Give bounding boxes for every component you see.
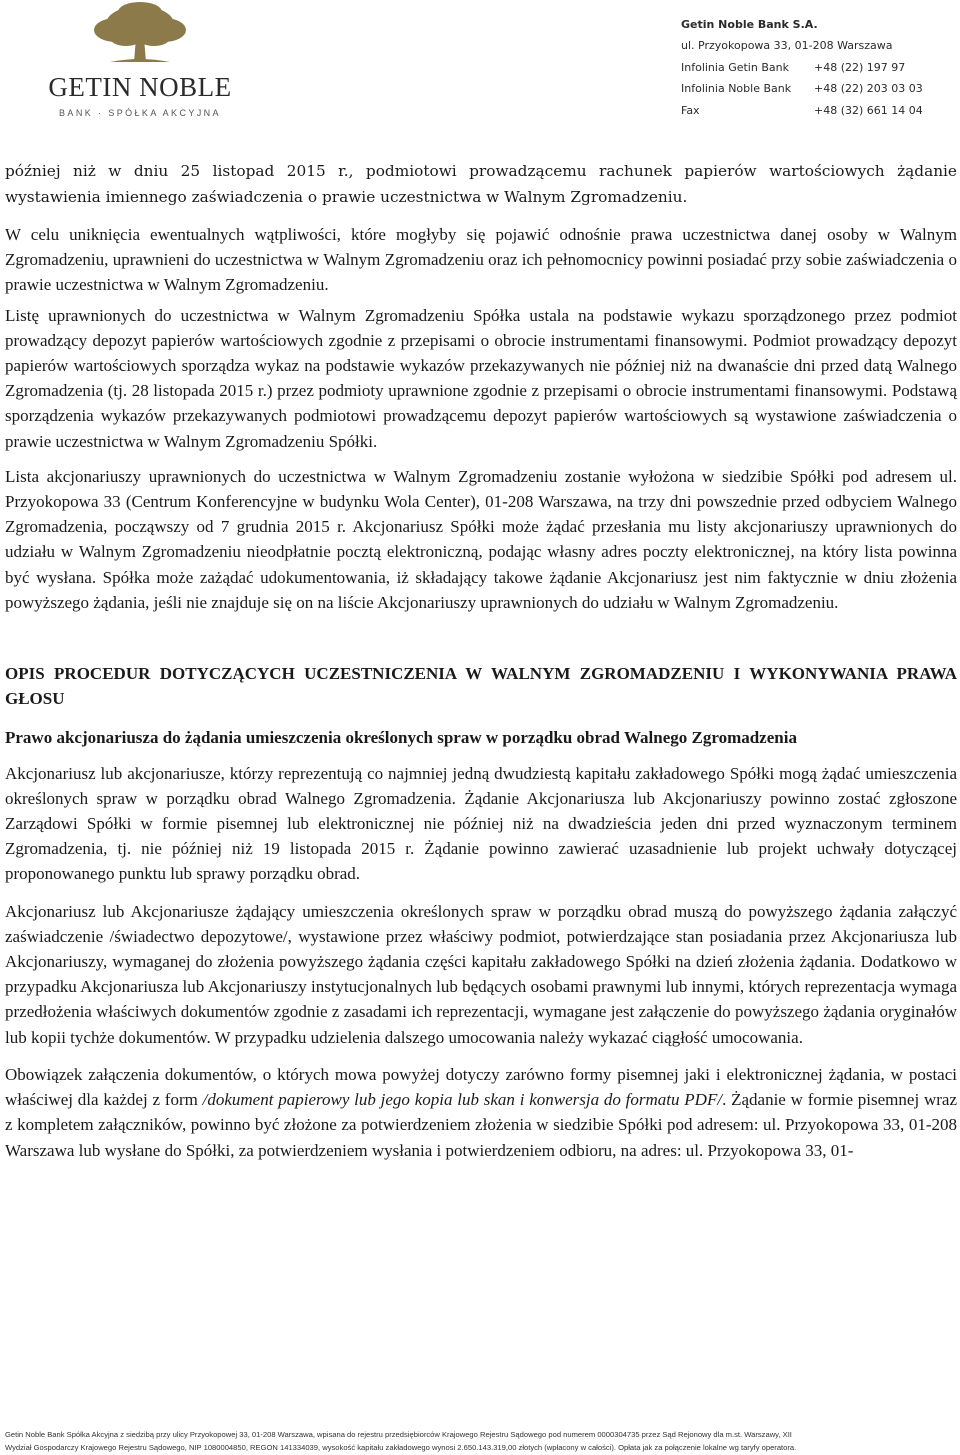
logo-wordmark: GETIN NOBLE bbox=[48, 72, 232, 102]
paragraph: Lista akcjonariuszy uprawnionych do uczestnictwa w Walnym Zgromadzeniu zostanie wyłożona w siedzibie Spółki pod adresem ul. Przyokopowa 33 (Centrum Konferencyjne w budynku Wola Center), 01-208 Warszawa, na trzy dni powszednie przed odbyciem Walnego Zgromadzenia, począwszy od 7 grudnia 2015 r. Akcjonariusz Spółki może żądać przesłania mu listy akcjonariuszy uprawnionych do udziału w Walnym Zgromadzeniu nieodpłatnie pocztą elektroniczną, podając własny adres poczty elektronicznej, na który lista powinna być wysłana. Spółka może zażądać udokumentowania, iż składający takowe żądanie Akcjonariusz jest nim faktycznie w dniu złożenia powyższego żądania, jeśli nie znajduje się on na liście Akcjonariuszy uprawnionych do udziału w Walnym Zgromadzeniu. bbox=[5, 466, 957, 612]
contact-row bbox=[681, 100, 931, 122]
tree-icon bbox=[30, 0, 245, 75]
footer-line: Getin Noble Bank Spółka Akcyjna z siedzibą przy ulicy Przyokopowej 33, 01-208 Warszawa, wpisana do rejestru przedsiębiorców Krajowego Rejestru Sądowego pod numerem 0000304735 przez Sąd Rejonowy dla m.st. Warszawy, XII bbox=[5, 1430, 792, 1439]
section-heading: OPIS PROCEDUR DOTYCZĄCYCH UCZESTNICZENIA W WALNYM ZGROMADZENIU I WYKONYWANIA PRAWA GŁOSU bbox=[5, 664, 957, 709]
paragraph: W celu uniknięcia ewentualnych wątpliwości, które mogłyby się pojawić odnośnie prawa uczestnictwa danej osoby w Walnym Zgromadzeniu, uprawnieni do uczestnictwa w Walnym Zgromadzeniu oraz ich pełnomocnicy powinni posiadać przy sobie zaświadczenia o prawie uczestnictwa w Walnym Zgromadzeniu. bbox=[5, 225, 957, 295]
paragraph-italic: /dokument papierowy lub jego kopia lub skan i konwersja do formatu PDF/ bbox=[202, 1090, 723, 1110]
bank-name: Getin Noble Bank S.A. bbox=[681, 18, 818, 31]
paragraph bbox=[5, 1062, 957, 1163]
paragraph-lead: później niż w dniu 25 listopad 2015 r., podmiotowi prowadzącemu rachunek papierów wartościowych żądanie wystawienia imiennego zaświadczenia o prawie uczestnictwa w Walnym Zgromadzeniu. bbox=[5, 162, 957, 206]
contact-phone[interactable]: +48 (22) 203 03 03 bbox=[814, 82, 923, 95]
contact-address bbox=[681, 35, 931, 57]
logo-subtitle: BANK · SPÓŁKA AKCYJNA bbox=[59, 108, 221, 118]
subsection-heading: Prawo akcjonariusza do żądania umieszczenia określonych spraw w porządku obrad Walnego Zgromadzenia bbox=[5, 728, 797, 748]
page-footer bbox=[5, 1428, 960, 1454]
paragraph: Akcjonariusz lub akcjonariusze, którzy reprezentują co najmniej jedną dwudziestą kapitału zakładowego Spółki mogą żądać umieszczenia określonych spraw w porządku obrad Walnego Zgromadzenia. Żądanie Akcjonariusza lub Akcjonariuszy powinno zostać zgłoszone Zarządowi Spółki w formie pisemnej lub elektronicznej nie później niż na dwadzieścia jeden dni przed wyznaczonym terminem Zgromadzenia, tj. nie później niż 19 listopada 2015 r. Żądanie powinno zawierać uzasadnienie lub projekt uchwały dotyczącej proponowanego punktu lub sprawy porządku obrad. bbox=[5, 763, 957, 884]
contact-phone[interactable]: +48 (22) 197 97 bbox=[814, 60, 906, 74]
paragraph: Listę uprawnionych do uczestnictwa w Walnym Zgromadzeniu Spółka ustala na podstawie wykazu sporządzonego przez podmiot prowadzący depozyt papierów wartościowych zgodnie z przepisami o obrocie instrumentami finansowymi. Podmiot prowadzący depozyt papierów wartościowych sporządza wykaz na podstawie wykazów przekazywanych nie później niż na dwanaście dni przed datą Walnego Zgromadzenia (tj. 28 listopada 2015 r.) przez podmioty uprawnione zgodnie z przepisami o obrocie instrumentami finansowymi. Podstawą sporządzenia wykazów przekazywanych podmiotowi prowadzącemu depozyt papierów wartościowych są wystawione zaświadczenia o prawie uczestnictwa w Walnym Zgromadzeniu Spółki. bbox=[5, 305, 957, 451]
contact-row bbox=[681, 78, 931, 100]
paragraph: Akcjonariusz lub Akcjonariusze żądający umieszczenia określonych spraw w porządku obrad muszą do powyższego żądania załączyć zaświadczenie /świadectwo depozytowe/, wystawione przez właściwy podmiot, potwierdzające stan posiadania przez Akcjonariusza lub Akcjonariuszy, wymaganej do złożenia powyższego żądania części kapitału zakładowego Spółki na dzień złożenia żądania. Dodatkowo w przypadku Akcjonariusza lub Akcjonariuszy instytucjonalnych lub będących osobami prawnymi lub innymi, których reprezentacja wymaga przedłożenia właściwych dokumentów zgodnie z zasadami ich reprezentacji, wymagane jest załączenie do powyższego żądania oryginałów lub kopii tychże dokumentów. W przypadku udzielenia dalszego umocowania należy wykazać ciągłość umocowania. bbox=[5, 901, 957, 1047]
address-text: ul. Przyokopowa 33, 01-208 Warszawa bbox=[681, 39, 893, 52]
footer-line: Wydział Gospodarczy Krajowego Rejestru Sądowego, NIP 1080004850, REGON 141334039, wysokość kapitału zakładowego wynosi 2.650.143.319,00 złotych (wpłacony w całości). Opłata jak za połączenie lokalne wg taryfy operatora. bbox=[5, 1443, 797, 1452]
paragraph-text: . Żądanie w formie pisemnej wraz z kompletem załączników, powinno być złożone za potwierdzeniem złożenia w siedzibie Spółki pod adresem: ul. Przyokopowa 33, 01-208 Warszawa lub wysłane do Spółki, za potwierdzeniem wysłania i potwierdzeniem odbioru, na adres: ul. Przyokopowa 33, 01- bbox=[5, 1090, 957, 1160]
document-body bbox=[5, 158, 957, 1163]
contact-label: Fax bbox=[681, 103, 700, 117]
bank-logo bbox=[30, 0, 245, 130]
contact-label: Infolinia Noble Bank bbox=[681, 82, 792, 95]
contact-label: Infolinia Getin Bank bbox=[681, 60, 789, 74]
contact-fax: +48 (32) 661 14 04 bbox=[814, 103, 923, 117]
paragraph-text: Obowiązek załączenia dokumentów, o których mowa powyżej dotyczy zarówno formy pisemnej jaki i elektronicznej żądania, w postaci właściwej dla każdej z form bbox=[5, 1064, 957, 1110]
contact-block bbox=[681, 14, 931, 121]
contact-row bbox=[681, 57, 931, 79]
